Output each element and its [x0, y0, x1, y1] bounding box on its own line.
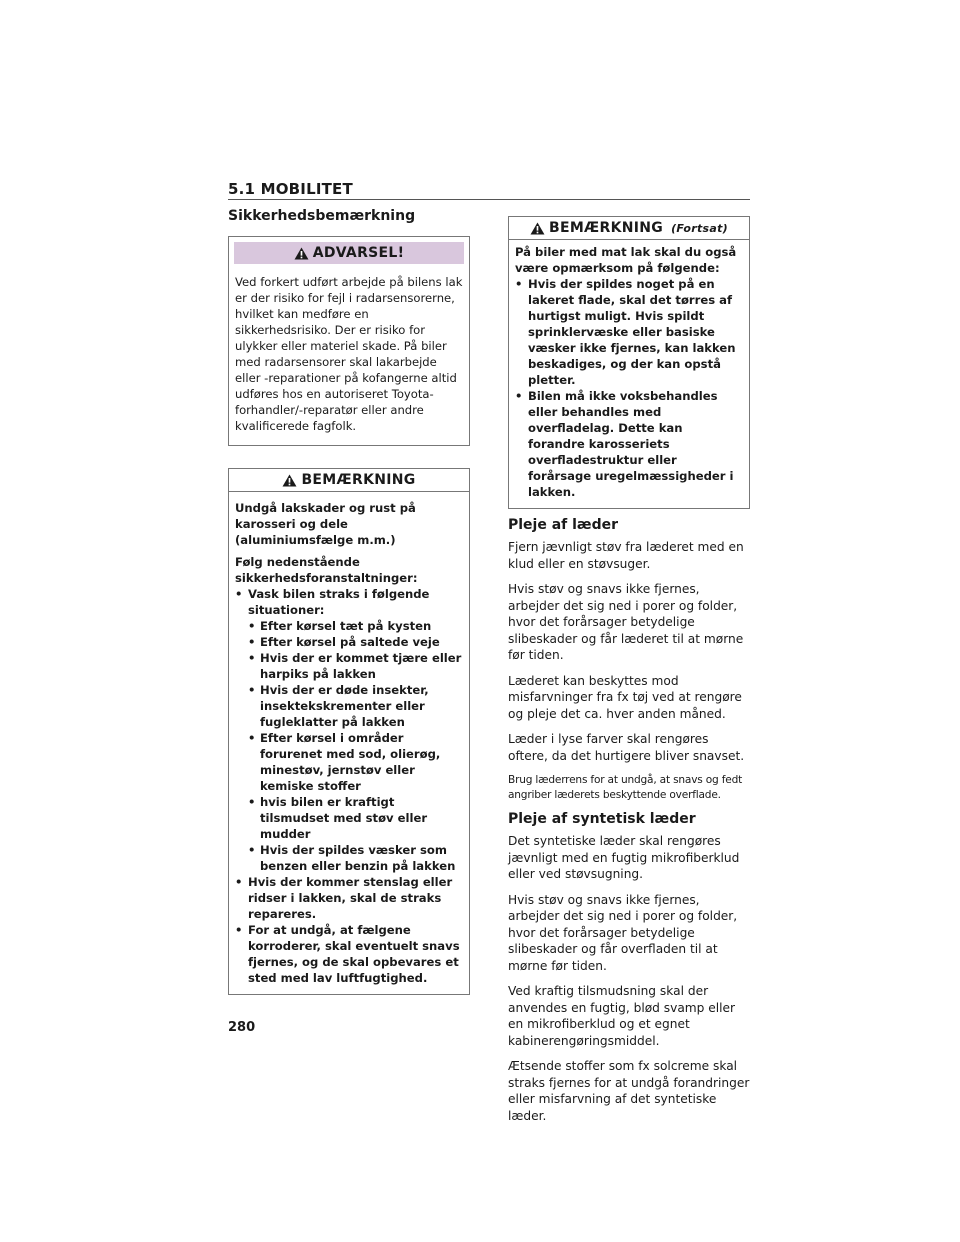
paragraph: Læderet kan beskyttes mod misfarvninger fra fx tøj ved at rengøre og pleje det ca. hver anden måned.: [508, 673, 742, 721]
warning-title: ADVARSEL!: [312, 245, 405, 261]
leather-care-heading: Pleje af læder: [508, 517, 619, 533]
warning-box: [228, 236, 470, 446]
note-body: [229, 492, 469, 994]
right-column: [508, 216, 750, 1133]
paragraph: Det syntetiske læder skal rengøres jævnligt med en fugtig mikrofiberklud eller ved støvsugning.: [508, 834, 740, 881]
paragraph: Fjern jævnligt støv fra læderet med en klud eller en støvsuger.: [508, 540, 744, 571]
leather-tip: Brug læderrens for at undgå, at snavs og fedt angriber læderets beskyttende overflade.: [508, 774, 743, 801]
note-continued-box: [508, 216, 750, 509]
warning-triangle-icon: [282, 474, 297, 487]
note-header: [229, 469, 469, 492]
note-intro: Undgå lakskader og rust på karosseri og dele (aluminiumsfælge m.m.): [235, 501, 416, 547]
paragraph: Hvis støv og snavs ikke fjernes, arbejder det sig ned i porer og folder, hvor det forårsager betydelige slibeskader og får overfladen til at mørne før tiden.: [508, 892, 738, 973]
warning-triangle-icon: [294, 247, 309, 260]
sub-list-item: • hvis bilen er kraftigt tilsmudset med støv eller mudder: [248, 794, 463, 842]
sub-list-item: • Efter kørsel på saltede veje: [248, 634, 463, 650]
note-continued-intro: På biler med mat lak skal du også være opmærksom på følgende:: [515, 245, 737, 275]
note-continued-body: [509, 240, 749, 508]
note-list: [235, 586, 463, 986]
note-lead: Følg nedenstående sikkerhedsforanstaltninger:: [235, 555, 418, 585]
note-title: BEMÆRKNING: [301, 472, 416, 488]
page-number: 280: [228, 1020, 256, 1035]
sub-list: [248, 618, 463, 874]
left-column: [228, 208, 470, 995]
warning-text: Ved forkert udført arbejde på bilens lak er der risiko for fejl i radarsensorerne, hvilket kan medføre en sikkerhedsrisiko. Der er risiko for ulykker eller materiel skade. På biler med radarsensorer skal lakarbejde eller -reparationer på kofangerne altid udføres hos en autoriseret Toyota-forhandler/-reparatør eller andre kvalificerede fagfolk.: [235, 275, 463, 433]
chapter-title: 5.1 MOBILITET: [228, 180, 353, 198]
list-item: • Bilen må ikke voksbehandles eller behandles med overfladelag. Dette kan forandre karosseriets overfladestruktur eller forårsage uregelmæssigheder i lakken.: [515, 388, 743, 500]
list-item: • Hvis der spildes noget på en lakeret flade, skal det tørres af hurtigst muligt. Hvis spildt sprinklervæske eller basiske væsker ikke fjernes, kan lakken beskadiges, og der kan opstå pletter.: [515, 276, 743, 388]
list-item: [235, 586, 463, 874]
synthetic-leather-heading: Pleje af syntetisk læder: [508, 811, 696, 827]
note-box: [228, 468, 470, 995]
sub-list-item: • Efter kørsel i områder forurenet med sod, olierøg, minestøv, jernstøv eller kemiske stoffer: [248, 730, 463, 794]
list-item: • Hvis der kommer stenslag eller ridser i lakken, skal de straks repareres.: [235, 874, 463, 922]
paragraph: Ætsende stoffer som fx solcreme skal straks fjernes for at undgå forandringer eller misfarvning af det syntetiske læder.: [508, 1059, 750, 1123]
warning-header: [234, 242, 464, 264]
list-item: • For at undgå, at fælgene korroderer, skal eventuelt snavs fjernes, og de skal opbevares et sted med lav luftfugtighed.: [235, 922, 463, 986]
note-continued-list: [515, 276, 743, 500]
sub-list-item: • Hvis der spildes væsker som benzen eller benzin på lakken: [248, 842, 463, 874]
continued-label: (Fortsat): [671, 221, 728, 235]
warning-body: [229, 264, 469, 445]
paragraph: Læder i lyse farver skal rengøres oftere, da det hurtigere bliver snavset.: [508, 732, 745, 763]
sub-list-item: • Efter kørsel tæt på kysten: [248, 618, 463, 634]
paragraph: Hvis støv og snavs ikke fjernes, arbejder det sig ned i porer og folder, hvor det forårsager betydelige slibeskader og får læderet til at mørne før tiden.: [508, 582, 744, 662]
warning-triangle-icon: [530, 222, 545, 235]
note-continued-header: [509, 217, 749, 240]
section-title: Sikkerhedsbemærkning: [228, 208, 416, 224]
note-continued-title: BEMÆRKNING: [548, 220, 664, 236]
paragraph: Ved kraftig tilsmudsning skal der anvendes en fugtig, blød svamp eller en mikrofiberklud og et egnet kabinerengøringsmiddel.: [508, 984, 736, 1048]
sub-list-item: • Hvis der er døde insekter, insektekskrementer eller fugleklatter på lakken: [248, 682, 463, 730]
list-item-text: Vask bilen straks i følgende situationer:: [248, 587, 430, 617]
header-divider: [228, 199, 750, 200]
sub-list-item: • Hvis der er kommet tjære eller harpiks på lakken: [248, 650, 463, 682]
